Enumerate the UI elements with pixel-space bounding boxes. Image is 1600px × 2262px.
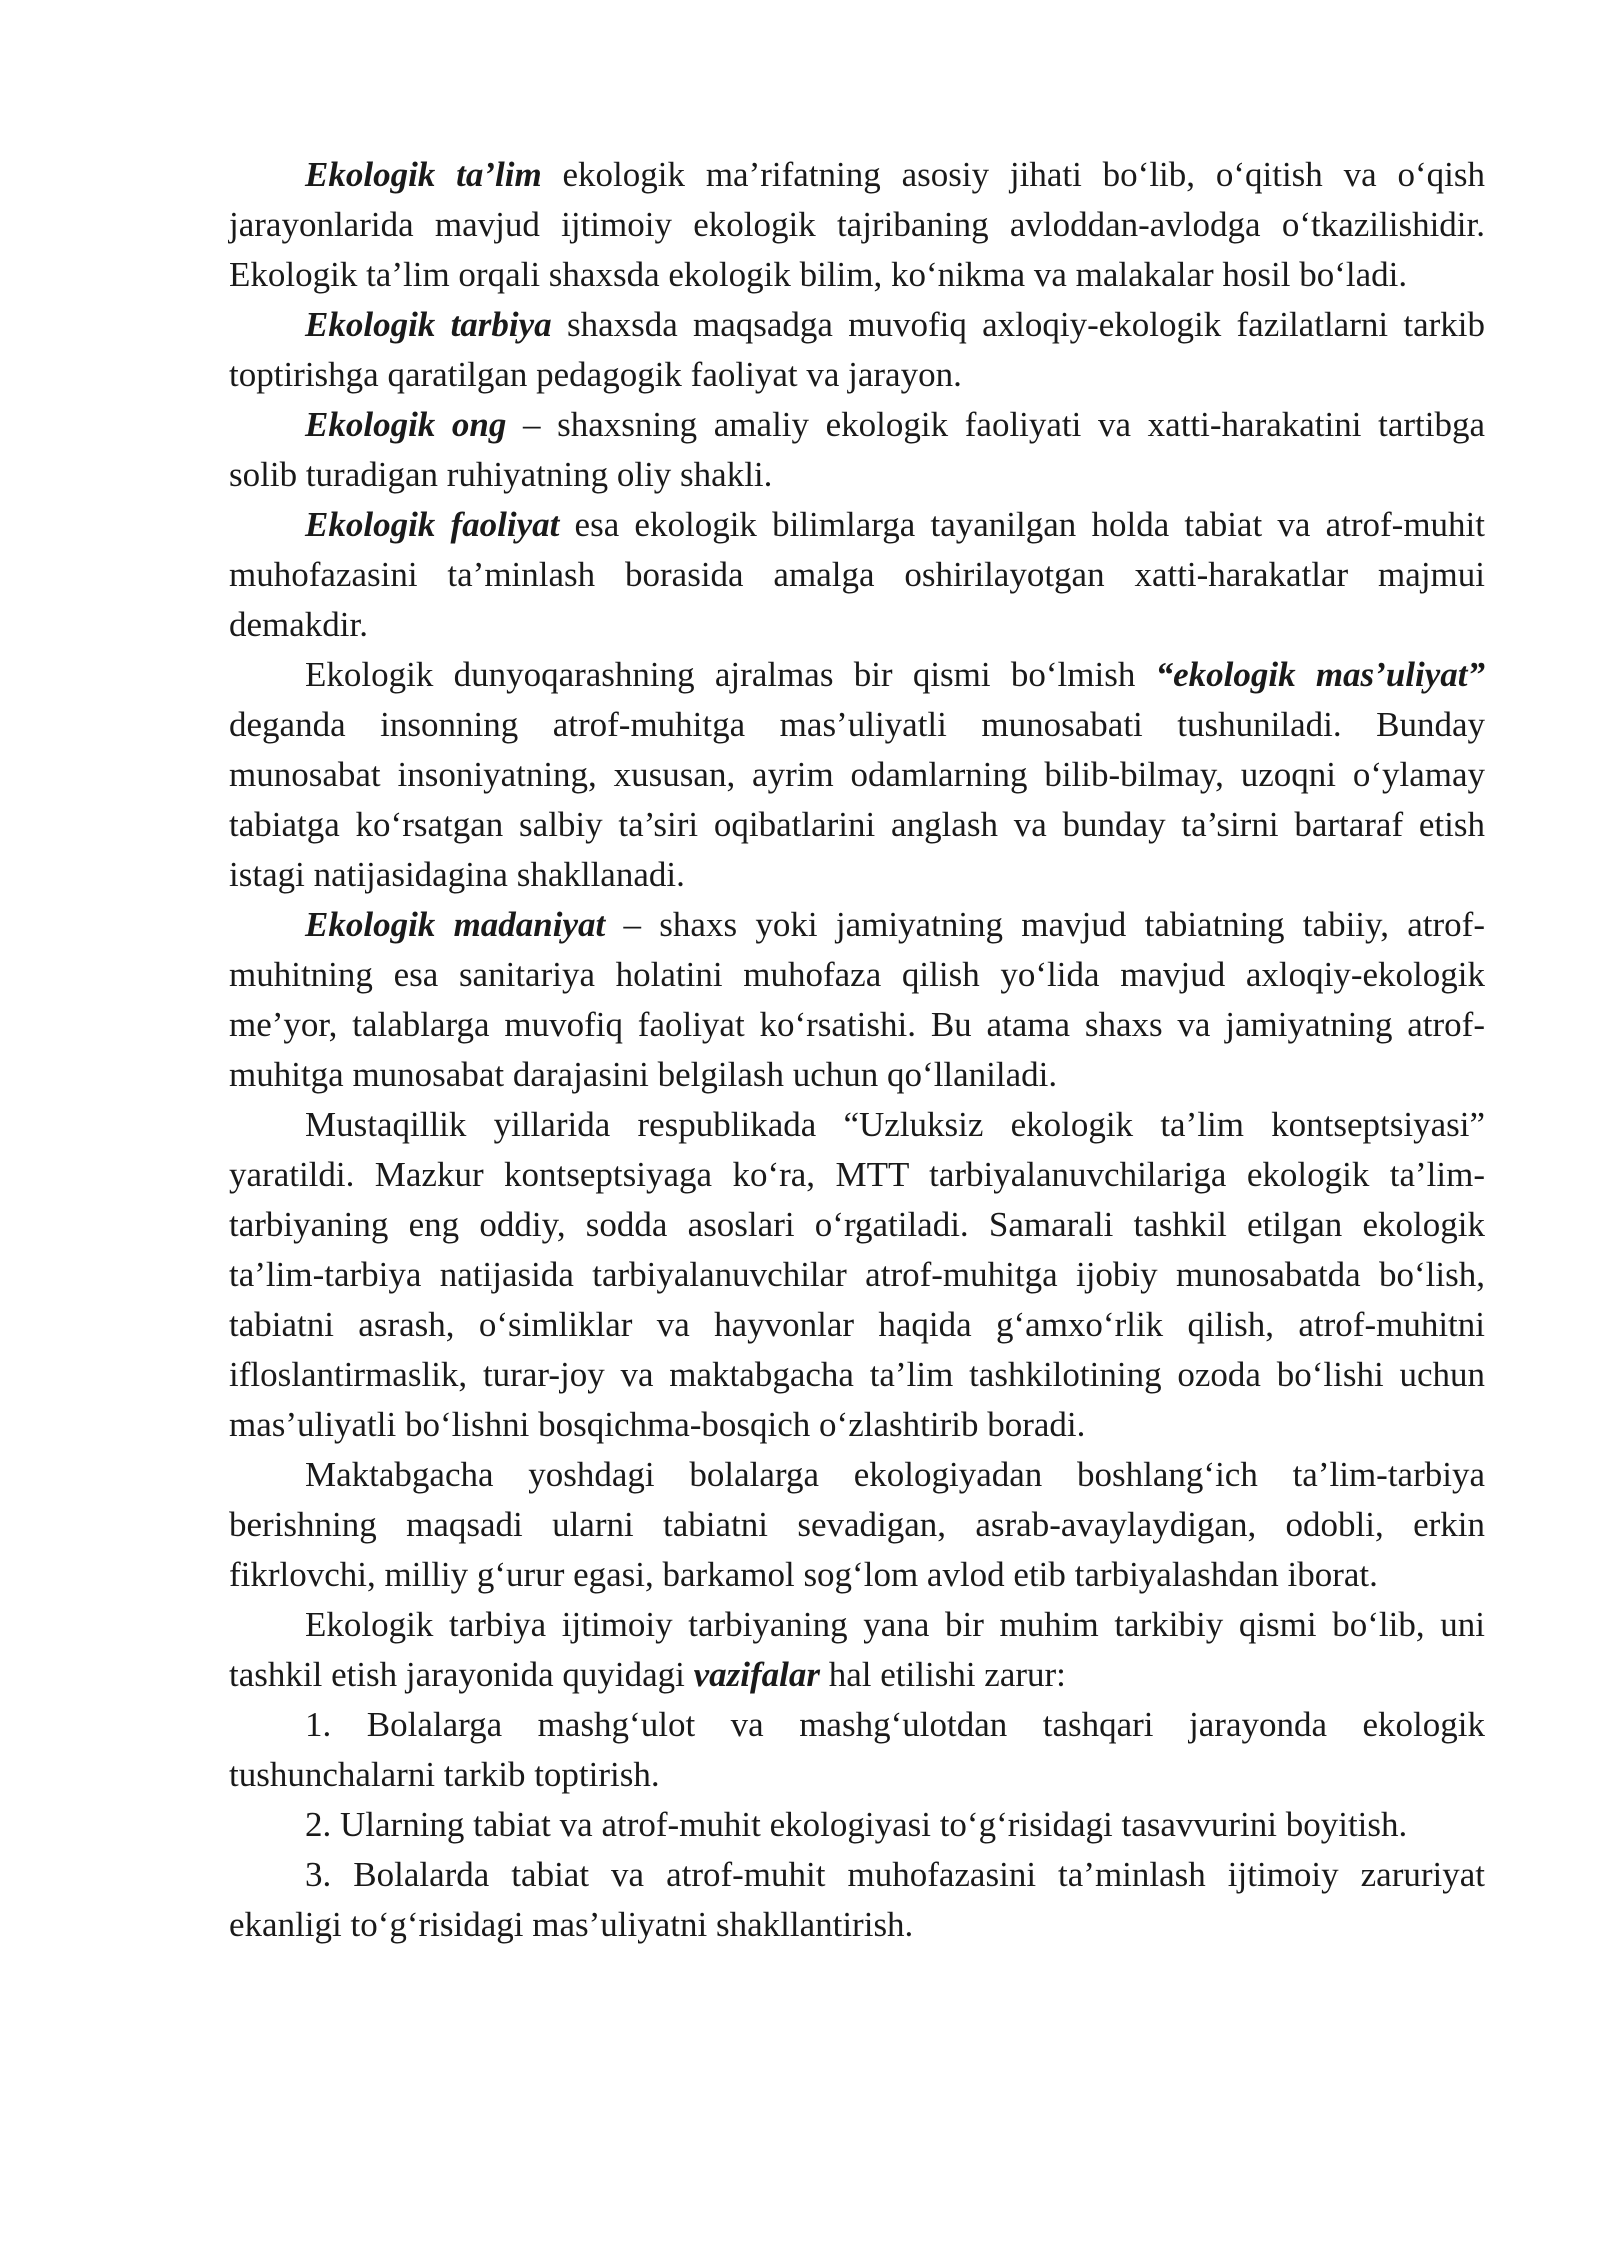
term-ekologik-talim: Ekologik ta’lim (305, 155, 542, 194)
paragraph-ekologik-masuliyat (229, 650, 1485, 900)
term-ekologik-masuliyat: “ekologik mas’uliyat” (1155, 655, 1486, 694)
list-item-1 (229, 1700, 1485, 1800)
paragraph-text-lead: Ekologik tarbiya ijtimoiy tarbiyaning yana bir muhim tarkibiy qismi bo‘lib, uni tashkil etish jarayonida quyidagi (229, 1605, 1485, 1694)
paragraph-ekologik-madaniyat (229, 900, 1485, 1100)
paragraph-maktabgacha (229, 1450, 1485, 1600)
list-item-text: 1. Bolalarga mashg‘ulot va mashg‘ulotdan tashqari jarayonda ekologik tushunchalarni tarkib toptirish. (229, 1705, 1485, 1794)
term-ekologik-faoliyat: Ekologik faoliyat (305, 505, 560, 544)
paragraph-ekologik-tarbiya (229, 300, 1485, 400)
paragraph-text: Maktabgacha yoshdagi bolalarga ekologiyadan boshlang‘ich ta’lim-tarbiya berishning maqsadi ularni tabiatni sevadigan, asrab-avaylaydigan, odobli, erkin fikrlovchi, milliy g‘urur egasi, barkamol sog‘lom avlod etib tarbiyalashdan iborat. (229, 1455, 1485, 1594)
paragraph-text: hal etilishi zarur: (820, 1655, 1066, 1694)
paragraph-text: deganda insonning atrof-muhitga mas’uliyatli munosabati tushuniladi. Bunday munosabat insoniyatning, xususan, ayrim odamlarning bilib-bilmay, uzoqni o‘ylamay tabiatga ko‘rsatgan salbiy ta’siri oqibatlarini anglash va bunday ta’sirni bartaraf etish istagi natijasidagina shakllanadi. (229, 705, 1485, 894)
list-item-3 (229, 1850, 1485, 1950)
paragraph-text: Mustaqillik yillarida respublikada “Uzluksiz ekologik ta’lim kontseptsiyasi” yaratildi. Mazkur kontseptsiyaga ko‘ra, MTT tarbiyalanuvchilariga ekologik ta’lim-tarbiyaning eng oddiy, sodda asoslari o‘rgatiladi. Samarali tashkil etilgan ekologik ta’lim-tarbiya natijasida tarbiyalanuvchilar atrof-muhitga ijobiy munosabatda bo‘lish, tabiatni asrash, o‘simliklar va hayvonlar haqida g‘amxo‘rlik qilish, atrof-muhitni ifloslantirmaslik, turar-joy va maktabgacha ta’lim tashkilotining ozoda bo‘lishi uchun mas’uliyatli bo‘lishni bosqichma-bosqich o‘zlashtirib boradi. (229, 1105, 1485, 1444)
paragraph-ekologik-ong (229, 400, 1485, 500)
paragraph-text: shaxsda maqsadga muvofiq axloqiy-ekologik fazilatlarni tarkib toptirishga qaratilgan pedagogik faoliyat va jarayon. (229, 305, 1485, 394)
list-item-2 (229, 1800, 1485, 1850)
paragraph-ekologik-talim (229, 150, 1485, 300)
paragraph-text: ekologik ma’rifatning asosiy jihati bo‘lib, o‘qitish va o‘qish jarayonlarida mavjud ijtimoiy ekologik tajribaning avloddan-avlodga o‘tkazilishidir. Ekologik ta’lim orqali shaxsda ekologik bilim, ko‘nikma va malakalar hosil bo‘ladi. (229, 155, 1485, 294)
paragraph-text: – shaxs yoki jamiyatning mavjud tabiatning tabiiy, atrof-muhitning esa sanitariya holatini muhofaza qilish yo‘lida mavjud axloqiy-ekologik me’yor, talablarga muvofiq faoliyat ko‘rsatishi. Bu atama shaxs va jamiyatning atrof-muhitga munosabat darajasini belgilash uchun qo‘llaniladi. (229, 905, 1485, 1094)
term-vazifalar: vazifalar (693, 1655, 821, 1694)
paragraph-vazifalar (229, 1600, 1485, 1700)
paragraph-text: – shaxsning amaliy ekologik faoliyati va xatti-harakatini tartibga solib turadigan ruhiyatning oliy shakli. (229, 405, 1485, 494)
paragraph-ekologik-faoliyat (229, 500, 1485, 650)
term-ekologik-tarbiya: Ekologik tarbiya (305, 305, 552, 344)
list-item-text: 3. Bolalarda tabiat va atrof-muhit muhofazasini ta’minlash ijtimoiy zaruriyat ekanligi to‘g‘risidagi mas’uliyatni shakllantirish. (229, 1855, 1485, 1944)
term-ekologik-madaniyat: Ekologik madaniyat (305, 905, 606, 944)
paragraph-mustaqillik (229, 1100, 1485, 1450)
term-ekologik-ong: Ekologik ong (305, 405, 507, 444)
paragraph-text: esa ekologik bilimlarga tayanilgan holda tabiat va atrof-muhit muhofazasini ta’minlash borasida amalga oshirilayotgan xatti-harakatlar majmui demakdir. (229, 505, 1485, 644)
document-page (229, 150, 1485, 1950)
paragraph-text-lead: Ekologik dunyoqarashning ajralmas bir qismi bo‘lmish (305, 655, 1156, 694)
list-item-text: 2. Ularning tabiat va atrof-muhit ekologiyasi to‘g‘risidagi tasavvurini boyitish. (305, 1805, 1408, 1844)
